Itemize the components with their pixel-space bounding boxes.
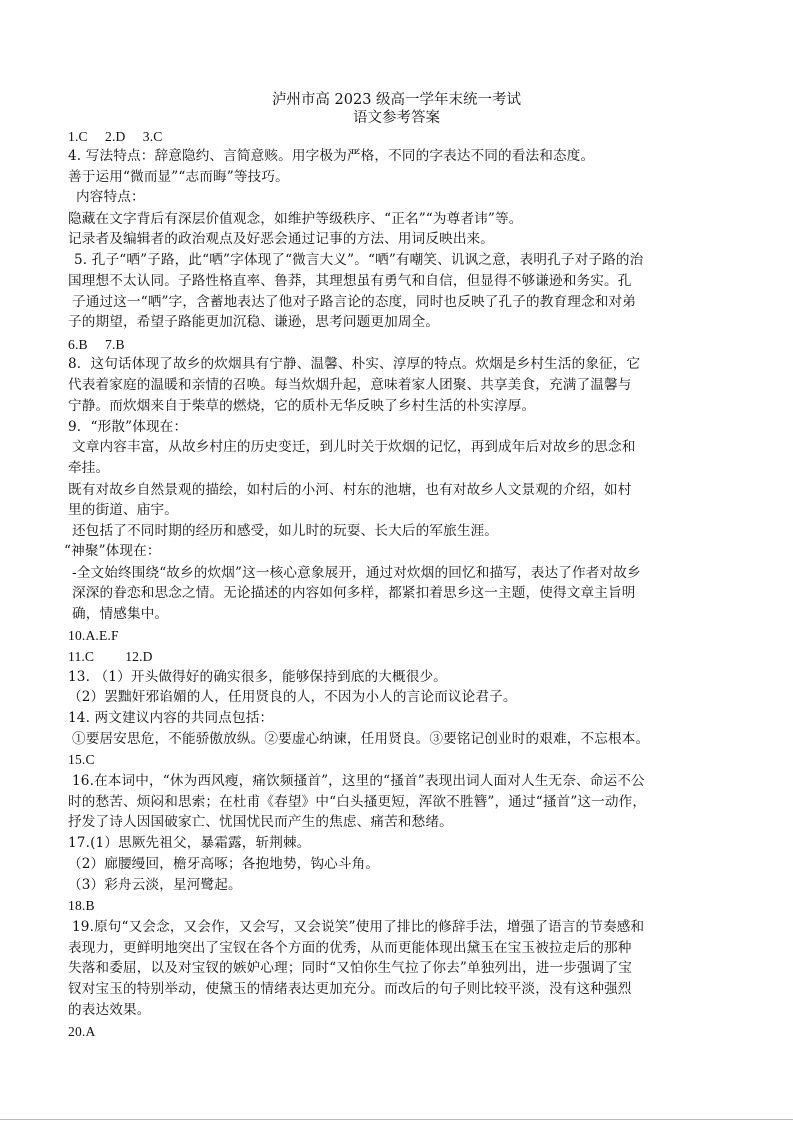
q9-line-2: 牵挂。 — [68, 460, 110, 476]
q8-line-1: 8．这句话体现了故乡的炊烟具有宁静、温馨、朴实、淳厚的特点。炊烟是乡村生活的象征，它 — [68, 356, 641, 372]
q16-line-2: 时的愁苦、烦闷和思索；在杜甫《春望》中“白头搔更短，浑欲不胜簪”，通过“搔首”这一动作， — [68, 794, 647, 810]
q5-line-3: 子通过这一“哂”字，含蓄地表达了他对子路言论的态度，同时也反映了孔子的教育理念和对弟 — [72, 294, 636, 310]
q9-shenju-heading: “神聚”体现在： — [64, 543, 161, 559]
q17-line-3: （3）彩舟云淡，星河鹭起。 — [68, 877, 242, 893]
answer-15: 15.C — [68, 752, 95, 767]
q16-line-1: 16.在本词中，“休为西风瘦，痛饮频搔首”，这里的“搔首”表现出词人面对人生无奈、命运不公 — [72, 773, 645, 789]
q9-line-1: 文章内容丰富，从故乡村庄的历史变迁，到儿时关于炊烟的记忆，再到成年后对故乡的思念和 — [72, 439, 636, 455]
q19-line-1: 19.原句“又会念，又会作，又会写，又会说笑”使用了排比的修辞手法，增强了语言的节奏感和 — [72, 919, 645, 935]
q19-line-4: 钗对宝玉的特别举动，使黛玉的情绪表达更加充分。而改后的句子则比较平淡，没有这种强烈 — [68, 981, 632, 997]
q9-line-6: -全文始终围绕“故乡的炊烟”这一核心意象展开，通过对炊烟的回忆和描写，表达了作者对故乡 — [72, 565, 641, 581]
q19-line-2: 表现力，更鲜明地突出了宝钗在各个方面的优秀，从而更能体现出黛玉在宝玉被拉走后的那种 — [68, 940, 632, 956]
answers-6-7: 6.B 7.B — [68, 337, 125, 352]
q9-line-5: 还包括了不同时期的经历和感受，如儿时的玩耍、长大后的军旅生涯。 — [72, 523, 499, 539]
answer-18: 18.B — [68, 898, 95, 913]
q4-content-heading: 内容特点： — [76, 189, 145, 205]
q17-line-2: （2）廊腰缦回，檐牙高啄；各抱地势，钩心斗角。 — [68, 856, 380, 872]
q4-line-2: 善于运用“微而显”“志而晦”等技巧。 — [68, 169, 289, 185]
q8-line-2: 代表着家庭的温暖和亲情的召唤。每当炊烟升起，意味着家人团聚、共享美食，充满了温馨与 — [68, 377, 632, 393]
q13-line-1: 13. （1）开头做得好的确实很多，能够保持到底的大概很少。 — [68, 669, 447, 685]
q4-line-3: 隐藏在文字背后有深层价值观念，如维护等级秩序、“正名”“为尊者讳”等。 — [68, 211, 523, 227]
q9-line-8: 确，情感集中。 — [72, 606, 169, 622]
answer-10: 10.A.E.F — [68, 628, 119, 643]
answer-20: 20.A — [68, 1024, 96, 1039]
q9-line-7: 深深的眷恋和思念之情。无论描述的内容如何多样，都紧扣着思乡这一主题，使得文章主旨明 — [72, 585, 636, 601]
answers-1-3: 1.C 2.D 3.C — [68, 129, 163, 144]
q14-heading: 14. 两文建议内容的共同点包括： — [68, 710, 274, 726]
q5-line-2: 国理想不太认同。子路性格直率、鲁莽，其理想虽有勇气和自信，但显得不够谦逊和务实。孔 — [68, 273, 632, 289]
q9-line-4: 里的街道、庙宇。 — [68, 502, 178, 518]
q13-line-2: （2）罢黜奸邪谄媚的人，任用贤良的人，不因为小人的言论而议论君子。 — [68, 689, 517, 705]
page-bottom-rule — [0, 1119, 793, 1120]
answer-subtitle: 语文参考答案 — [353, 110, 440, 126]
q19-line-5: 的表达效果。 — [68, 1002, 151, 1018]
q14-line-1: ①要居安思危，不能骄傲放纵。②要虚心纳谏，任用贤良。③要铭记创业时的艰难，不忘根本。 — [72, 731, 650, 747]
exam-title: 泸州市高 2023 级高一学年末统一考试 — [271, 92, 522, 108]
q16-line-3: 抒发了诗人因国破家亡、忧国忧民而产生的焦虑、痛苦和愁绪。 — [68, 814, 453, 830]
q4-line-4: 记录者及编辑者的政治观点及好恶会通过记事的方法、用词反映出来。 — [68, 231, 495, 247]
q19-line-3: 失落和委屈，以及对宝钗的嫉妒心理；同时“又怕你生气拉了你去”单独列出，进一步强调了宝 — [68, 960, 632, 976]
q8-line-3: 宁静。而炊烟来自于柴草的燃烧，它的质朴无华反映了乡村生活的朴实淳厚。 — [68, 398, 536, 414]
q9-heading: 9．“形散”体现在： — [68, 419, 188, 435]
q5-line-1: 5. 孔子“哂”子路，此“哂”字体现了“微言大义”。“哂”有嘲笑、讥讽之意，表明孔子对子路的治 — [74, 252, 644, 268]
q5-line-4: 子的期望，希望子路能更加沉稳、谦逊，思考问题更加周全。 — [68, 314, 440, 330]
q9-line-3: 既有对故乡自然景观的描绘，如村后的小河、村东的池塘，也有对故乡人文景观的介绍，如村 — [68, 482, 632, 498]
q17-line-1: 17.(1）思厥先祖父，暴霜露，斩荆棘。 — [68, 835, 311, 851]
answers-11-12: 11.C 12.D — [68, 649, 153, 664]
q4-line-1: 4. 写法特点：辞意隐约、言简意赅。用字极为严格，不同的字表达不同的看法和态度。 — [68, 148, 595, 164]
